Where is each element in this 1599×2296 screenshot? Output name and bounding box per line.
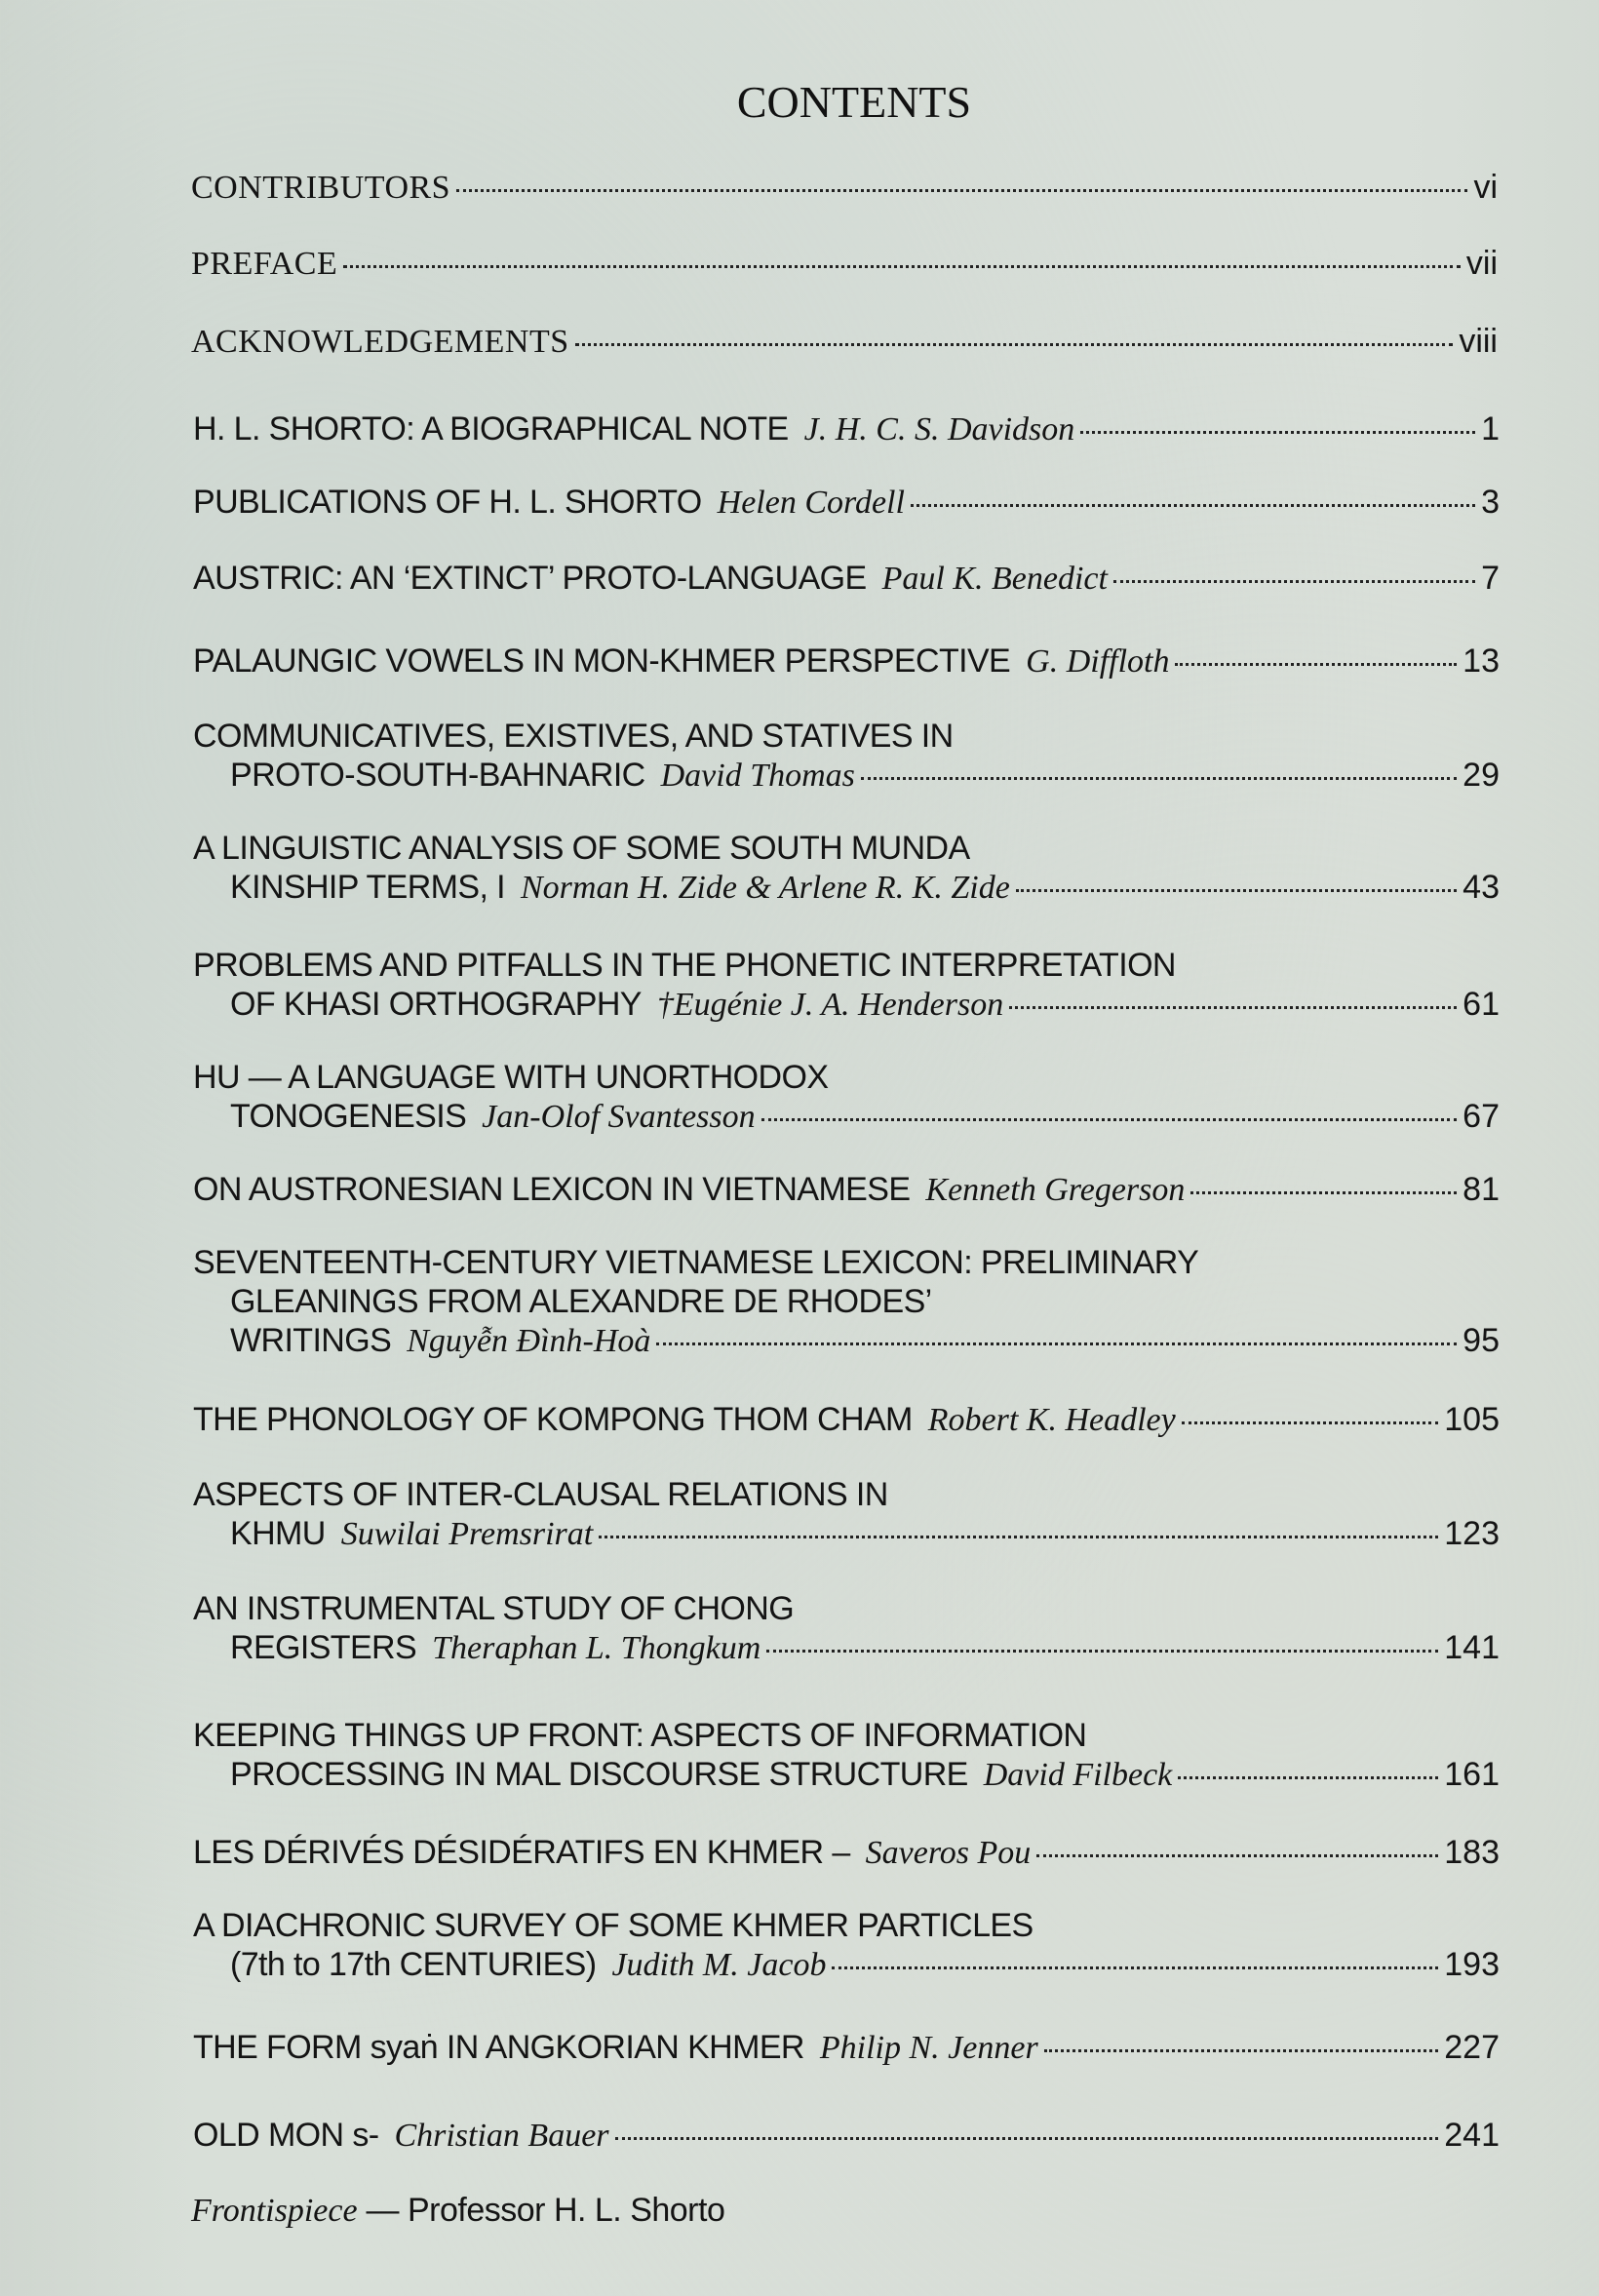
entry-title: OLD MON s- — [193, 2117, 379, 2154]
toc-entry-line — [193, 1097, 1500, 1137]
entry-author: G. Diffloth — [1026, 643, 1170, 680]
entry-title: TONOGENESIS — [230, 1098, 467, 1135]
page-number: 7 — [1481, 560, 1500, 597]
entry-title: KINSHIP TERMS, I — [230, 869, 505, 906]
entry-title: GLEANINGS FROM ALEXANDRE DE RHODES’ — [230, 1283, 932, 1320]
dot-leader — [1036, 1854, 1438, 1857]
entry-author: Christian Bauer — [394, 2118, 609, 2154]
entry-title: PROTO-SOUTH-BAHNARIC — [230, 757, 645, 794]
page-number: 123 — [1444, 1515, 1500, 1552]
entry-title: KEEPING THINGS UP FRONT: ASPECTS OF INFORMATION — [193, 1717, 1087, 1754]
toc-entry-line — [193, 946, 1500, 985]
page-number: 95 — [1462, 1322, 1500, 1359]
entry-author: †Eugénie J. A. Henderson — [656, 987, 1004, 1023]
frontispiece-separator: — — [357, 2192, 408, 2229]
toc-entry-front-matter[interactable] — [191, 168, 1498, 208]
toc-entry-line — [193, 1321, 1500, 1361]
page-number: 29 — [1462, 757, 1500, 794]
toc-entry-line — [193, 1475, 1500, 1514]
toc-entry[interactable] — [193, 483, 1500, 523]
toc-entry[interactable] — [193, 1170, 1500, 1210]
entry-author: Paul K. Benedict — [881, 561, 1108, 597]
entry-author: Nguyễn Đình-Hoà — [407, 1323, 651, 1359]
page-number: 105 — [1444, 1401, 1500, 1438]
page-number: vii — [1465, 245, 1498, 282]
toc-entry-line — [193, 1400, 1500, 1440]
page-number: 61 — [1462, 986, 1500, 1023]
toc-entry-line — [193, 2028, 1500, 2068]
toc-entry-line — [193, 1589, 1500, 1628]
toc-entry[interactable] — [193, 829, 1500, 908]
toc-entry[interactable] — [193, 1475, 1500, 1554]
toc-entry[interactable] — [193, 642, 1500, 681]
toc-entry-line — [193, 829, 1500, 868]
frontispiece-label: Frontispiece — [191, 2193, 358, 2229]
entry-title: COMMUNICATIVES, EXISTIVES, AND STATIVES IN — [193, 718, 954, 755]
dot-leader — [1190, 1191, 1457, 1194]
dot-leader — [1016, 889, 1457, 892]
toc-entry-line — [193, 1243, 1500, 1282]
toc-entry[interactable] — [193, 1400, 1500, 1440]
entry-title: H. L. SHORTO: A BIOGRAPHICAL NOTE — [193, 410, 789, 448]
dot-leader — [761, 1118, 1458, 1121]
toc-entry[interactable] — [193, 2028, 1500, 2068]
page-number: 241 — [1444, 2117, 1500, 2154]
entry-author: Judith M. Jacob — [611, 1947, 827, 1983]
entry-title: KHMU — [230, 1515, 326, 1552]
dot-leader — [1113, 580, 1475, 583]
toc-entry-line — [193, 1628, 1500, 1668]
toc-entry[interactable] — [193, 409, 1500, 449]
dot-leader — [861, 777, 1457, 780]
entry-title: A LINGUISTIC ANALYSIS OF SOME SOUTH MUNDA — [193, 830, 970, 867]
entry-title: THE FORM syaṅ IN ANGKORIAN KHMER — [193, 2029, 804, 2066]
toc-entry-line — [193, 409, 1500, 449]
toc-entry[interactable] — [193, 1906, 1500, 1985]
toc-entry-front-matter[interactable] — [191, 322, 1498, 362]
toc-entry-line — [193, 1945, 1500, 1985]
dot-leader — [456, 189, 1467, 192]
entry-title: WRITINGS — [230, 1322, 392, 1359]
toc-entry-line — [191, 168, 1498, 208]
entry-author: Saveros Pou — [865, 1835, 1032, 1871]
entry-title: (7th to 17th CENTURIES) — [230, 1946, 597, 1983]
toc-entry-line — [193, 868, 1500, 908]
frontispiece-note — [191, 2192, 724, 2230]
toc-entry[interactable] — [193, 717, 1500, 796]
dot-leader — [575, 343, 1454, 346]
entry-title: REGISTERS — [230, 1629, 417, 1666]
toc-entry[interactable] — [193, 1716, 1500, 1795]
dot-leader — [1080, 431, 1475, 434]
entry-title: PUBLICATIONS OF H. L. SHORTO — [193, 484, 702, 521]
entry-title: PALAUNGIC VOWELS IN MON-KHMER PERSPECTIVE — [193, 642, 1011, 680]
page-number: 67 — [1462, 1098, 1500, 1135]
toc-entry-line — [193, 756, 1500, 796]
toc-entry-line — [193, 1282, 1500, 1321]
page-number: 227 — [1444, 2029, 1500, 2066]
entry-author: David Filbeck — [983, 1757, 1173, 1793]
page-number: vi — [1473, 169, 1498, 206]
entry-author: Suwilai Premsrirat — [340, 1516, 594, 1552]
entry-author: Jan-Olof Svantesson — [482, 1099, 756, 1135]
entry-author: Robert K. Headley — [927, 1402, 1176, 1438]
toc-entry-line — [193, 1755, 1500, 1795]
page-number: 141 — [1444, 1629, 1500, 1666]
entry-title: ON AUSTRONESIAN LEXICON IN VIETNAMESE — [193, 1171, 911, 1208]
toc-entry[interactable] — [193, 946, 1500, 1025]
dot-leader — [599, 1536, 1438, 1538]
entry-title: THE PHONOLOGY OF KOMPONG THOM CHAM — [193, 1401, 913, 1438]
toc-entry-front-matter[interactable] — [191, 244, 1498, 284]
dot-leader — [766, 1650, 1438, 1653]
entry-title: SEVENTEENTH-CENTURY VIETNAMESE LEXICON: PRELIMINARY — [193, 1244, 1199, 1281]
toc-entry-line — [193, 1514, 1500, 1554]
page-number: 13 — [1462, 642, 1500, 680]
toc-entry[interactable] — [193, 559, 1500, 599]
toc-entry-line — [193, 1906, 1500, 1945]
entry-title: A DIACHRONIC SURVEY OF SOME KHMER PARTICLES — [193, 1907, 1034, 1944]
toc-entry[interactable] — [193, 1833, 1500, 1873]
dot-leader — [1009, 1006, 1457, 1009]
dot-leader — [1044, 2049, 1439, 2052]
entry-author: Helen Cordell — [717, 485, 905, 521]
toc-entry-line — [193, 483, 1500, 523]
entry-title: LES DÉRIVÉS DÉSIDÉRATIFS EN KHMER – — [193, 1834, 850, 1871]
page-number: 1 — [1481, 410, 1500, 448]
entry-author: Norman H. Zide & Arlene R. K. Zide — [521, 870, 1010, 906]
page-number: 193 — [1444, 1946, 1500, 1983]
frontispiece-text: Professor H. L. Shorto — [408, 2192, 725, 2229]
page-number: 81 — [1462, 1171, 1500, 1208]
page-number: viii — [1459, 323, 1498, 360]
toc-entry-line — [193, 2116, 1500, 2156]
entry-author: J. H. C. S. Davidson — [803, 411, 1075, 448]
entry-title: PREFACE — [191, 246, 338, 282]
toc-entry-line — [193, 1058, 1500, 1097]
page-number: 43 — [1462, 869, 1500, 906]
page-title: CONTENTS — [736, 77, 972, 127]
page-number: 161 — [1444, 1756, 1500, 1793]
toc-entry[interactable] — [193, 1589, 1500, 1668]
entry-title: CONTRIBUTORS — [191, 170, 451, 206]
toc-entry-line — [193, 642, 1500, 681]
entry-title: ACKNOWLEDGEMENTS — [191, 324, 569, 360]
page-number: 3 — [1481, 484, 1500, 521]
toc-entry-line — [193, 559, 1500, 599]
dot-leader — [1182, 1421, 1439, 1424]
toc-entry-line — [193, 985, 1500, 1025]
entry-author: Theraphan L. Thongkum — [432, 1630, 761, 1666]
entry-title: PROCESSING IN MAL DISCOURSE STRUCTURE — [230, 1756, 968, 1793]
toc-entry-line — [193, 1716, 1500, 1755]
entry-title: OF KHASI ORTHOGRAPHY — [230, 986, 642, 1023]
entry-title: AN INSTRUMENTAL STUDY OF CHONG — [193, 1590, 795, 1627]
dot-leader — [343, 265, 1461, 268]
dot-leader — [615, 2137, 1439, 2140]
dot-leader — [1175, 663, 1457, 666]
toc-entry[interactable] — [193, 1243, 1500, 1361]
entry-title: AUSTRIC: AN ‘EXTINCT’ PROTO-LANGUAGE — [193, 560, 867, 597]
entry-author: Kenneth Gregerson — [925, 1172, 1186, 1208]
toc-entry-line — [193, 1833, 1500, 1873]
toc-entry-line — [193, 717, 1500, 756]
toc-entry[interactable] — [193, 2116, 1500, 2156]
entry-title: ASPECTS OF INTER-CLAUSAL RELATIONS IN — [193, 1476, 888, 1513]
dot-leader — [656, 1343, 1457, 1345]
page-number: 183 — [1444, 1834, 1500, 1871]
toc-entry-line — [193, 1170, 1500, 1210]
dot-leader — [832, 1966, 1438, 1969]
dot-leader — [1178, 1776, 1438, 1779]
entry-title: PROBLEMS AND PITFALLS IN THE PHONETIC INTERPRETATION — [193, 947, 1176, 984]
entry-author: David Thomas — [660, 758, 855, 794]
entry-title: HU — A LANGUAGE WITH UNORTHODOX — [193, 1059, 829, 1096]
toc-entry-line — [191, 322, 1498, 362]
toc-entry-line — [191, 244, 1498, 284]
dot-leader — [911, 504, 1475, 507]
entry-author: Philip N. Jenner — [819, 2030, 1038, 2066]
toc-entry[interactable] — [193, 1058, 1500, 1137]
